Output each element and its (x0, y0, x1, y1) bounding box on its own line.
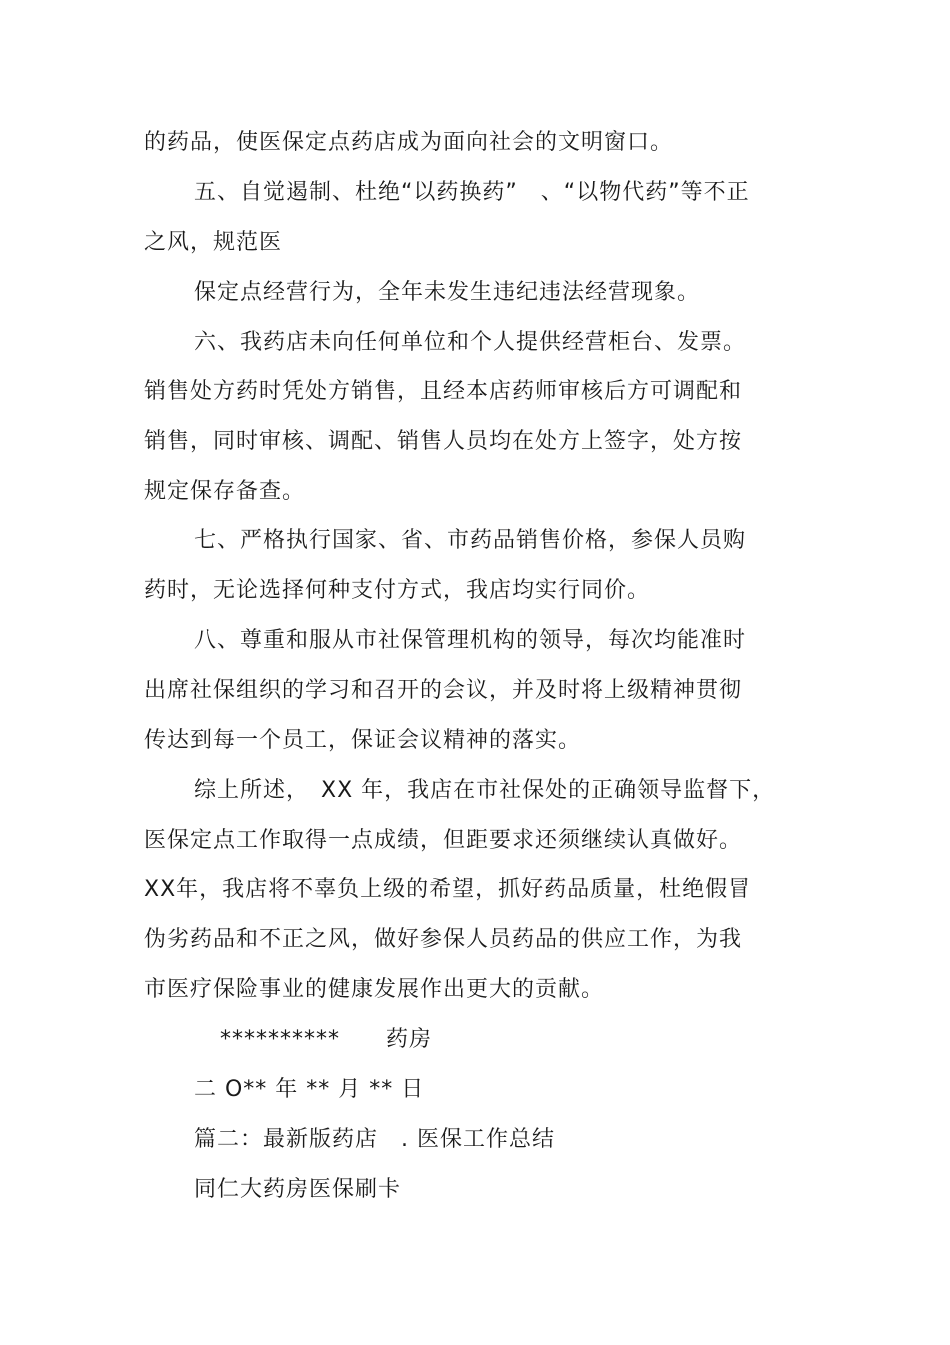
text-line: 之风，规范医 (144, 230, 283, 255)
text-line: 七、严格执行国家、省、市药品销售价格，参保人员购 (194, 528, 747, 553)
text-line: 规定保存备查。 (144, 479, 306, 504)
text-line: 销售，同时审核、调配、销售人员均在处方上签字，处方按 (144, 429, 743, 454)
text-line: 保定点经营行为，全年未发生违纪违法经营现象。 (194, 280, 701, 305)
text-line: 同仁大药房医保刷卡 (194, 1177, 402, 1202)
text-line: 市医疗保险事业的健康发展作出更大的贡献。 (144, 977, 605, 1002)
section-heading: 篇二：最新版药店 . 医保工作总结 (194, 1127, 555, 1152)
text-line: 伪劣药品和不正之风，做好参保人员药品的供应工作，为我 (144, 927, 743, 952)
text-line: 销售处方药时凭处方销售，且经本店药师审核后方可调配和 (144, 379, 743, 404)
signature-line: ********** 药房 (220, 1027, 433, 1052)
text-line: 的药品，使医保定点药店成为面向社会的文明窗口。 (144, 130, 674, 155)
text-line: 综上所述， XX 年，我店在市社保处的正确领导监督下， (194, 778, 776, 803)
text-line: 六、我药店未向任何单位和个人提供经营柜台、发票。 (194, 330, 747, 355)
date-line: 二 O** 年 ** 月 ** 日 (194, 1077, 425, 1102)
text-line: 五、自觉遏制、杜绝“以药换药” 、“以物代药”等不正 (194, 180, 750, 205)
text-line: 出席社保组织的学习和召开的会议，并及时将上级精神贯彻 (144, 678, 743, 703)
text-line: XX年，我店将不辜负上级的希望，抓好药品质量，杜绝假冒 (144, 877, 752, 902)
text-line: 八、尊重和服从市社保管理机构的领导，每次均能准时 (194, 628, 747, 653)
text-line: 传达到每一个员工，保证会议精神的落实。 (144, 728, 582, 753)
text-line: 药时，无论选择何种支付方式，我店均实行同价。 (144, 578, 651, 603)
text-line: 医保定点工作取得一点成绩，但距要求还须继续认真做好。 (144, 828, 743, 853)
